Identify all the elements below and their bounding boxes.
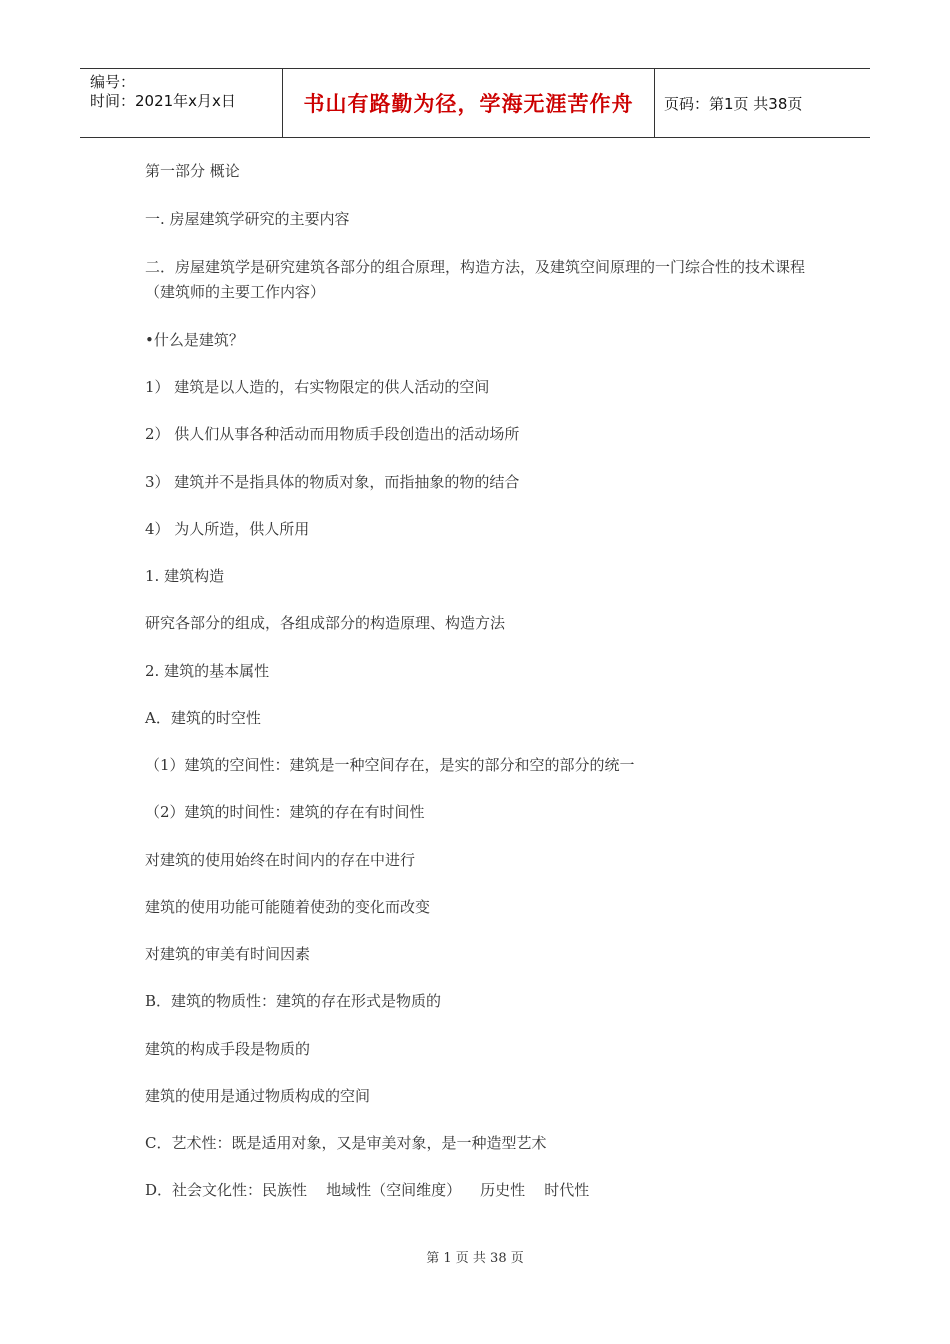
date-line: 时间：2021年x月x日 bbox=[90, 92, 236, 110]
paragraph: 2） 供人们从事各种活动而用物质手段创造出的活动场所 bbox=[145, 425, 520, 443]
doc-number-label: 编号： bbox=[90, 73, 136, 91]
paragraph: C．艺术性：既是适用对象，又是审美对象，是一种造型艺术 bbox=[145, 1134, 547, 1152]
paragraph: （1）建筑的空间性：建筑是一种空间存在，是实的部分和空的部分的统一 bbox=[145, 756, 635, 774]
paragraph: 建筑的构成手段是物质的 bbox=[145, 1040, 311, 1058]
paragraph: 1） 建筑是以人造的，右实物限定的供人活动的空间 bbox=[145, 378, 490, 396]
paragraph: 建筑的使用功能可能随着使劲的变化而改变 bbox=[145, 898, 431, 916]
paragraph: B．建筑的物质性：建筑的存在形式是物质的 bbox=[145, 992, 442, 1010]
paragraph: 1. 建筑构造 bbox=[145, 567, 225, 585]
header-motto bbox=[282, 69, 655, 137]
header-meta bbox=[80, 69, 282, 137]
paragraph: 一. 房屋建筑学研究的主要内容 bbox=[145, 210, 350, 228]
paragraph: •什么是建筑？ bbox=[145, 331, 244, 349]
paragraph: 对建筑的使用始终在时间内的存在中进行 bbox=[145, 851, 416, 869]
paragraph: 2. 建筑的基本属性 bbox=[145, 662, 270, 680]
page-footer bbox=[0, 1247, 950, 1266]
page-header bbox=[80, 68, 870, 138]
paragraph: 研究各部分的组成，各组成部分的构造原理、构造方法 bbox=[145, 614, 506, 632]
paragraph: 3） 建筑并不是指具体的物质对象，而指抽象的物的结合 bbox=[145, 473, 520, 491]
paragraph: 二．房屋建筑学是研究建筑各部分的组合原理，构造方法，及建筑空间原理的一门综合性的技术课程（建筑师的主要工作内容） bbox=[145, 258, 806, 301]
page-info-text: 页码：第1页 共38页 bbox=[664, 94, 803, 113]
footer-page-number: 第 1 页 共 38 页 bbox=[426, 1251, 524, 1266]
motto-text: 书山有路勤为径，学海无涯苦作舟 bbox=[303, 92, 634, 116]
paragraph: （2）建筑的时间性：建筑的存在有时间性 bbox=[145, 803, 425, 821]
paragraph: 对建筑的审美有时间因素 bbox=[145, 945, 311, 963]
paragraph: 建筑的使用是通过物质构成的空间 bbox=[145, 1087, 371, 1105]
paragraph: A．建筑的时空性 bbox=[145, 709, 261, 727]
paragraph: 第一部分 概论 bbox=[145, 162, 240, 180]
header-page-info bbox=[655, 69, 870, 137]
paragraph: D．社会文化性：民族性 地域性（空间维度） 历史性 时代性 bbox=[145, 1181, 590, 1199]
paragraph: 4） 为人所造，供人所用 bbox=[145, 520, 310, 538]
